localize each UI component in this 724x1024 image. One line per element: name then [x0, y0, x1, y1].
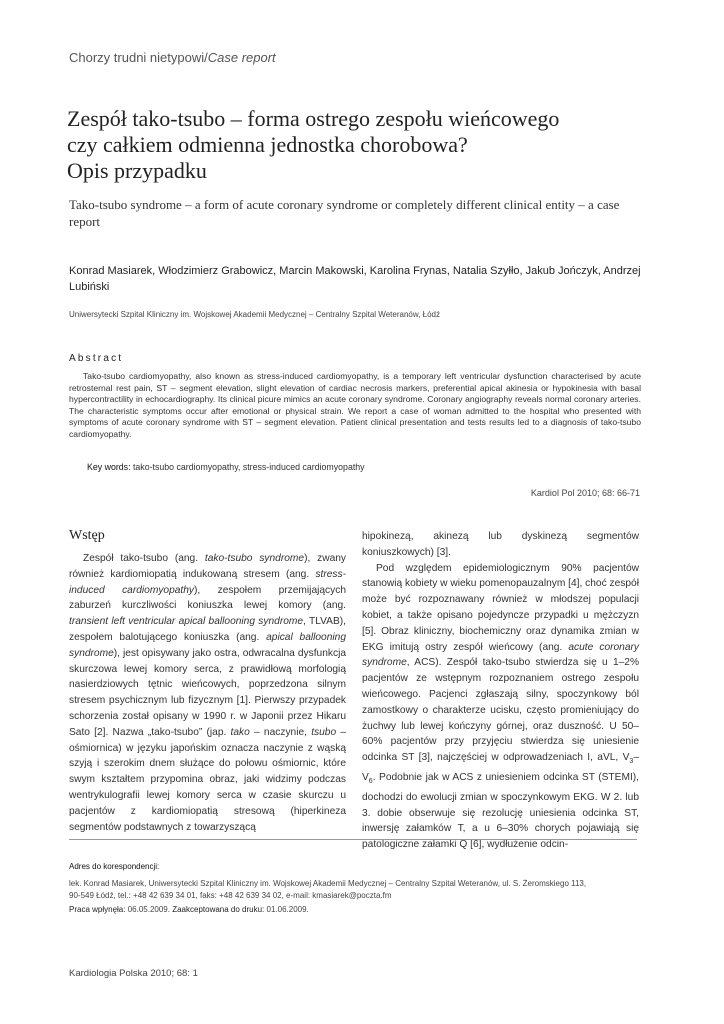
correspondence-line-1: lek. Konrad Masiarek, Uniwersytecki Szpital Kliniczny im. Wojskowej Akademii Medycznej – Centralny Szpital Weteranów, ul. S. Żeromskiego 113, — [69, 879, 587, 888]
correspondence-label: Adres do korespondencji: — [69, 862, 160, 871]
continued-paragraph: hipokinezą, akinezą lub dyskinezą segmentów koniuszkowych) [3]. — [362, 531, 639, 558]
correspondence-line-2: 90-549 Łódź, tel.: +48 42 639 34 01, faks: +48 42 639 34 02, e-mail: kmasiarek@poczta.fm — [69, 891, 392, 900]
divider — [69, 839, 637, 840]
abstract-heading: Abstract — [69, 353, 124, 364]
title-line-3: Opis przypadku — [67, 158, 207, 183]
intro-paragraph-2: Pod względem epidemiologicznym 90% pacjentów stanowią kobiety w wieku pomenopauzalnym [4], choć zespół może być rozpoznawany również w młodszej populacji kobiet, a także opisano pojedyncze przypadki u mężczyzn [5]. Obraz kliniczny, biochemiczny oraz dynamika zmian w EKG imitują ostry zespół wieńcowy (ang. acute coronary syndrome, ACS). Zespół tako-tsubo stwierdza się u 1–2% pacjentów ze wstępnym rozpoznaniem ostrego zespołu wieńcowego. Pacjenci zgłaszają silny, spoczynkowy ból zamostkowy o charakterze ucisku, często promieniujący do żuchwy lub lewej kończyny górnej, oraz duszność. U 50–60% pacjentów przy przyjęciu stwierdza się uniesienie odcinka ST [3], najczęściej w odprowadzeniach I, aVL, $V_3-V_6$. Podobnie jak w ACS z uniesieniem odcinka ST (STEMI), dochodzi do ewolucji zmian w spoczynkowym EKG. W 2. lub 3. dobie obserwuje się rezolucję uniesienia odcinka ST, inwersję załamków T, a u 6–30% chorych pojawiają się patologiczne załamki Q [6], wydłużenie odcin- — [362, 562, 639, 851]
intro-paragraph-1: Zespół tako-tsubo (ang. tako-tsubo syndrome), zwany również kardiomiopatią indukowaną stresem (ang. stress-induced cardiomyopathy), zespołem przemijających zaburzeń kurczliwości koniuszka lewej komory (ang. transient left ventricular apical ballooning syndrome, TLVAB), zespołem balotującego koniuszka (ang. apical ballooning syndrome), jest opisywany jako ostra, odwracalna dysfunkcja skurczowa lewej komory serca, z prawidłową morfologią nasierdziowych tętnic wieńcowych, poprzedzona silnym stresem psychicznym lub fizycznym [1]. Pierwszy przypadek schorzenia został opisany w 1990 r. w Japonii przez Hikaru Sato [2]. Nazwa „tako-tsubo” (jap. tako – naczynie, tsubo – ośmiornica) w języku japońskim oznacza naczynie z wąską szyją i szerokim dnem służące do połowu ośmiornic, które swym kształtem przypomina obraz, jaki widzimy podczas wentrykulografii lewej komory serca w czasie skurczu u pacjentów z kardiomiopatią stresową (hiperkineza segmentów podstawnych z towarzyszącą — [69, 553, 347, 833]
keywords — [87, 462, 647, 472]
body-column-right — [362, 529, 639, 853]
affiliation: Uniwersytecki Szpital Kliniczny im. Wojskowej Akademii Medycznej – Centralny Szpital Weteranów, Łódź — [69, 310, 440, 319]
abstract-text: Tako-tsubo cardiomyopathy, also known as stress-induced cardiomyopathy, is a temporary left ventricular dysfunction characterised by acute retrosternal rest pain, ST – segment elevation, slight elevation of cardiac necrosis markers, preferential apical akinesia or hypokinesia with basal hypercontractility in echocardiography. Its clinical picure mimics an acute coronary syndrome. Coronary angiography reveals normal coronary arteries. The characteristic symptoms occur after emotional or physical strain. We report a case of woman admitted to the hospital who presented with symptoms of acute coronary syndrome with ST – segment elevation. Patient clinical presentation and tests results led to a diagnosis of tako-tsubo cardiomyopathy. — [69, 371, 641, 439]
correspondence — [69, 861, 649, 916]
citation: Kardiol Pol 2010; 68: 66-71 — [530, 488, 640, 498]
article-title — [67, 106, 657, 184]
body-column-left — [69, 527, 346, 835]
received-dates: Praca wpłynęła: 06.05.2009. Zaakceptowana do druku: 01.06.2009. — [69, 905, 309, 914]
keywords-value: tako-tsubo cardiomyopathy, stress-induced cardiomyopathy — [132, 462, 365, 472]
keywords-label: Key words: — [87, 462, 131, 472]
journal-footer: Kardiologia Polska 2010; 68: 1 — [69, 968, 198, 979]
authors: Konrad Masiarek, Włodzimierz Grabowicz, Marcin Makowski, Karolina Frynas, Natalia Szyłło, Jakub Jończyk, Andrzej Lubiński — [69, 265, 641, 293]
section-label: Chorzy trudni nietypowi/Case report — [69, 50, 276, 65]
intro-heading: Wstęp — [69, 528, 105, 543]
title-line-1: Zespół tako-tsubo – forma ostrego zespołu wieńcowego — [67, 106, 560, 131]
english-title: Tako-tsubo syndrome – a form of acute coronary syndrome or completely different clinical entity – a case report — [69, 197, 620, 229]
title-line-2: czy całkiem odmienna jednostka chorobowa? — [67, 132, 468, 157]
